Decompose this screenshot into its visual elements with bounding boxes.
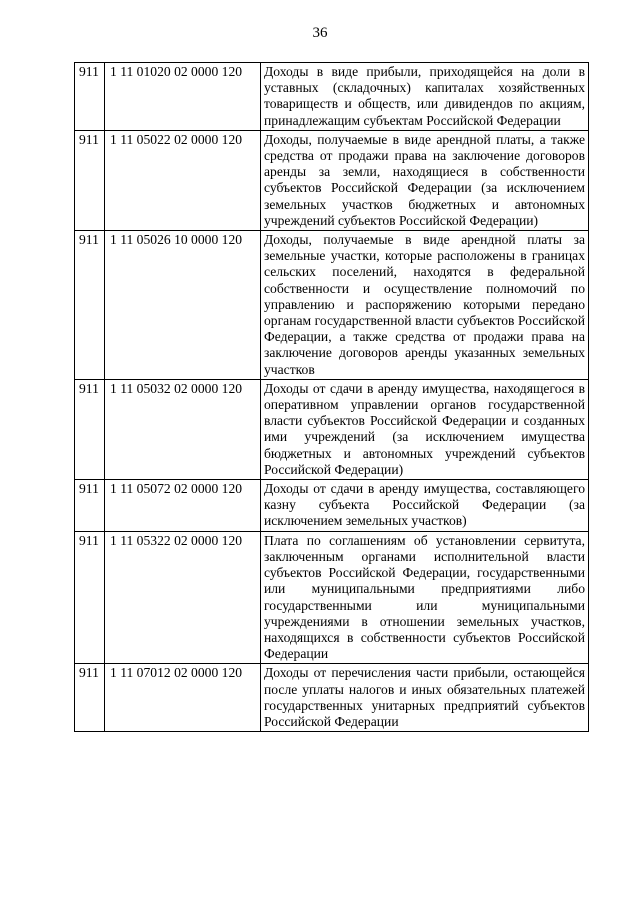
revenue-description-cell: Доходы, получаемые в виде арендной платы за земельные участки, которые расположены в границах сельских поселений, находятся в федеральной собственности и осуществление полномочий по управлению и распоряжению которыми передано органам государственной власти субъектов Российской Федерации, а также средства от продажи права на заключение договоров аренды указанных земельных участков <box>261 231 589 380</box>
revenue-description-cell: Доходы в виде прибыли, приходящейся на доли в уставных (складочных) капиталах хозяйственных товариществ и обществ, или дивидендов по акциям, принадлежащим субъектам Российской Федерации <box>261 63 589 131</box>
table-row <box>75 63 589 131</box>
revenue-code-cell: 1 11 05026 10 0000 120 <box>105 231 261 380</box>
revenue-code-cell: 1 11 01020 02 0000 120 <box>105 63 261 131</box>
admin-code-cell: 911 <box>75 664 105 732</box>
admin-code-cell: 911 <box>75 130 105 230</box>
admin-code-cell: 911 <box>75 231 105 380</box>
table-row <box>75 231 589 380</box>
revenue-code-cell: 1 11 05032 02 0000 120 <box>105 379 261 479</box>
table-row <box>75 531 589 664</box>
revenue-code-cell: 1 11 07012 02 0000 120 <box>105 664 261 732</box>
admin-code-cell: 911 <box>75 379 105 479</box>
revenue-codes-table <box>74 62 589 732</box>
admin-code-cell: 911 <box>75 531 105 664</box>
table-row <box>75 664 589 732</box>
table-row <box>75 130 589 230</box>
revenue-code-cell: 1 11 05322 02 0000 120 <box>105 531 261 664</box>
revenue-description-cell: Доходы от сдачи в аренду имущества, составляющего казну субъекта Российской Федерации (за исключением земельных участков) <box>261 480 589 532</box>
revenue-description-cell: Доходы от перечисления части прибыли, остающейся после уплаты налогов и иных обязательных платежей государственных унитарных предприятий субъектов Российской Федерации <box>261 664 589 732</box>
page-number: 36 <box>312 25 328 41</box>
admin-code-cell: 911 <box>75 480 105 532</box>
table-row <box>75 480 589 532</box>
revenue-description-cell: Плата по соглашениям об установлении сервитута, заключенным органами исполнительной власти субъектов Российской Федерации, государственными или муниципальными предприятиями либо государственными или муниципальными учреждениями в отношении земельных участков, находящихся в собственности субъектов Российской Федерации <box>261 531 589 664</box>
admin-code-cell: 911 <box>75 63 105 131</box>
revenue-code-cell: 1 11 05072 02 0000 120 <box>105 480 261 532</box>
revenue-description-cell: Доходы от сдачи в аренду имущества, находящегося в оперативном управлении органов государственной власти субъектов Российской Федерации и созданных ими учреждений (за исключением имущества бюджетных и автономных учреждений субъектов Российской Федерации) <box>261 379 589 479</box>
table-row <box>75 379 589 479</box>
revenue-code-cell: 1 11 05022 02 0000 120 <box>105 130 261 230</box>
revenue-description-cell: Доходы, получаемые в виде арендной платы, а также средства от продажи права на заключение договоров аренды за земли, находящиеся в собственности субъектов Российской Федерации (за исключением земельных участков бюджетных и автономных учреждений субъектов Российской Федерации) <box>261 130 589 230</box>
